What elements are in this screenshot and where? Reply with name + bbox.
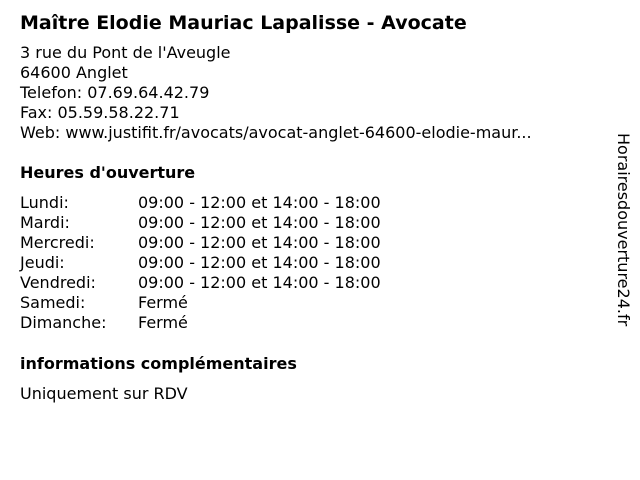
day-label: Vendredi:	[20, 273, 96, 292]
time-value: Fermé	[138, 313, 188, 332]
day-label: Jeudi:	[20, 253, 65, 272]
additional-info-heading: informations complémentaires	[20, 354, 297, 373]
day-label: Mardi:	[20, 213, 70, 232]
time-value: Fermé	[138, 293, 188, 312]
day-label: Lundi:	[20, 193, 69, 212]
page-title: Maître Elodie Mauriac Lapalisse - Avocate	[20, 12, 467, 34]
opening-hours-table	[20, 193, 381, 333]
time-value: 09:00 - 12:00 et 14:00 - 18:00	[138, 193, 381, 212]
day-label: Mercredi:	[20, 233, 95, 252]
day-label: Dimanche:	[20, 313, 107, 332]
website: Web: www.justifit.fr/avocats/avocat-anglet-64600-elodie-maur...	[20, 123, 532, 142]
city-address: 64600 Anglet	[20, 63, 128, 82]
address-block	[20, 43, 532, 143]
additional-info-text: Uniquement sur RDV	[20, 384, 188, 403]
opening-hours-heading: Heures d'ouverture	[20, 163, 196, 182]
brand-watermark: Horairesdouverture24.fr	[614, 133, 633, 327]
hours-row-saturday	[20, 293, 381, 313]
phone-number: Telefon: 07.69.64.42.79	[20, 83, 210, 102]
fax-number: Fax: 05.59.58.22.71	[20, 103, 180, 122]
time-value: 09:00 - 12:00 et 14:00 - 18:00	[138, 273, 381, 292]
time-value: 09:00 - 12:00 et 14:00 - 18:00	[138, 213, 381, 232]
time-value: 09:00 - 12:00 et 14:00 - 18:00	[138, 233, 381, 252]
hours-row-monday	[20, 193, 381, 213]
day-label: Samedi:	[20, 293, 86, 312]
hours-row-sunday	[20, 313, 381, 333]
hours-row-friday	[20, 273, 381, 293]
hours-row-thursday	[20, 253, 381, 273]
hours-row-tuesday	[20, 213, 381, 233]
hours-row-wednesday	[20, 233, 381, 253]
street-address: 3 rue du Pont de l'Aveugle	[20, 43, 231, 62]
time-value: 09:00 - 12:00 et 14:00 - 18:00	[138, 253, 381, 272]
